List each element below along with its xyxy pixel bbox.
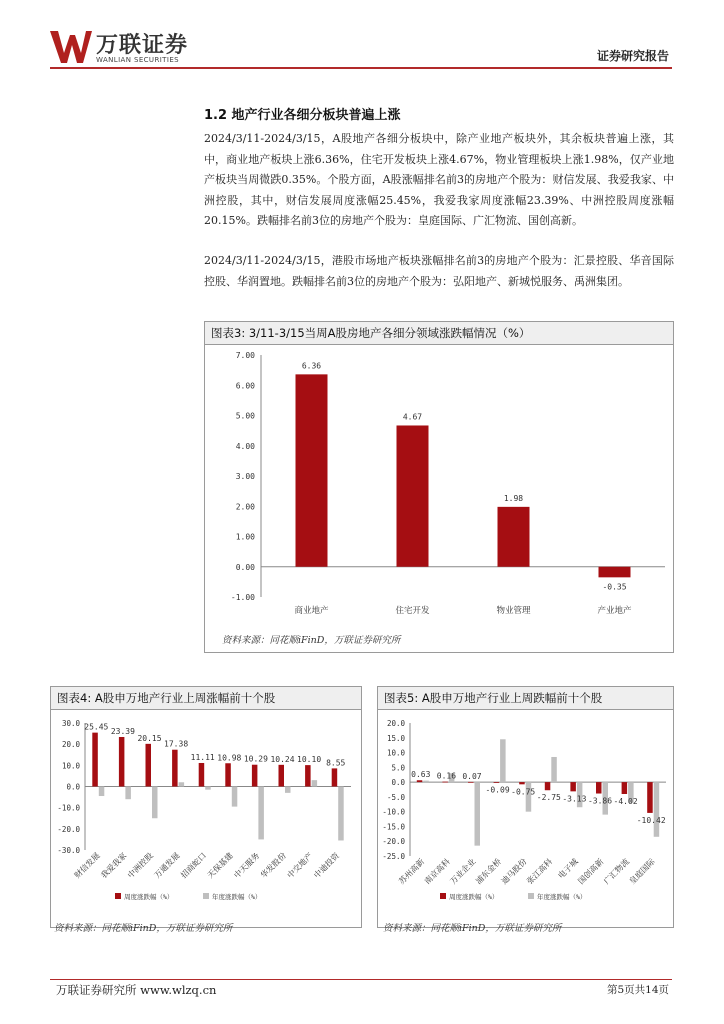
category-label: 南京高科 [422, 857, 452, 887]
report-type: 证券研究报告 [596, 49, 669, 63]
y-tick-label: 10.0 [386, 748, 405, 758]
bar-annual [338, 787, 344, 841]
category-label: 皇庭国际 [627, 857, 657, 887]
y-tick-label: 6.00 [235, 381, 255, 391]
category-label: 苏州高新 [397, 857, 427, 887]
bar-weekly [570, 782, 576, 791]
bar-annual [99, 787, 105, 797]
category-label: 我爱我家 [99, 851, 129, 881]
bar-weekly [596, 782, 602, 793]
data-label: -4.02 [613, 796, 638, 806]
bar-weekly [172, 750, 178, 787]
section-title: 1.2 地产行业各细分板块普遍上涨 [204, 108, 401, 123]
data-label: 8.55 [326, 758, 346, 768]
figure4-chart [51, 710, 361, 925]
category-label: 张江高科 [525, 857, 555, 887]
category-label: 国创高新 [576, 857, 606, 887]
figure3-chart [205, 345, 673, 650]
bar-annual [258, 787, 264, 840]
legend-annual-label: 年度涨跌幅（%） [212, 893, 262, 901]
company-name-cn: 万联证券 [96, 33, 189, 58]
figure4-panel [50, 686, 362, 928]
y-tick-label: 15.0 [386, 733, 405, 743]
bar-annual [232, 787, 238, 807]
legend-annual-swatch [203, 893, 209, 899]
header-divider [50, 67, 672, 69]
category-label: 中洲控股 [125, 851, 155, 881]
data-label: -10.42 [636, 815, 666, 825]
legend-weekly-label: 周度涨跌幅（%） [449, 893, 499, 901]
y-tick-label: -25.0 [382, 852, 405, 861]
bar-annual [551, 757, 557, 782]
category-label: 华发股份 [258, 851, 288, 881]
data-label: 17.38 [164, 739, 189, 749]
category-label: 商业地产 [294, 606, 329, 616]
bar-weekly [225, 763, 231, 786]
bar-weekly [92, 733, 98, 787]
bar-annual [125, 787, 130, 800]
bar-annual [285, 787, 291, 793]
bar [296, 374, 328, 566]
data-label: -2.75 [536, 793, 561, 803]
figure3-source: 资料来源：同花顺iFinD，万联证券研究所 [222, 635, 401, 646]
data-label: 20.15 [137, 733, 162, 743]
bar [397, 425, 429, 566]
data-label: 10.24 [270, 754, 295, 764]
data-label: 10.98 [217, 753, 242, 763]
y-tick-label: -5.0 [386, 792, 405, 802]
bar-weekly [494, 782, 500, 783]
y-tick-label: 5.0 [391, 763, 405, 773]
bar-weekly [622, 782, 628, 794]
bar-weekly [199, 763, 205, 787]
bar-weekly [468, 782, 474, 783]
figure5-panel [377, 686, 674, 928]
category-label: 住宅开发 [395, 606, 430, 616]
y-tick-label: 4.00 [235, 441, 255, 451]
category-label: 电子城 [556, 857, 580, 881]
y-tick-label: 0.0 [66, 782, 80, 792]
data-label: 23.39 [110, 726, 135, 736]
data-label: 4.67 [402, 412, 423, 422]
legend-annual-label: 年度涨跌幅（%） [537, 893, 587, 901]
y-tick-label: 0.0 [391, 778, 405, 788]
y-tick-label: -10.0 [382, 807, 405, 817]
bar-annual [423, 781, 429, 782]
company-logo-icon [50, 31, 92, 63]
bar-weekly [146, 744, 152, 787]
data-label: 0.16 [436, 771, 457, 781]
bar-annual [205, 787, 211, 790]
data-label: 10.29 [243, 754, 268, 764]
y-tick-label: 0.00 [235, 562, 255, 572]
bar-annual [654, 782, 660, 837]
page-number: 第5页共14页 [606, 984, 669, 996]
legend-annual-swatch [528, 893, 534, 899]
paragraph-hk-share: 2024/3/11-2024/3/15，港股市场地产板块涨幅排名前3的房地产个股为：汇景控股、华音国际控股、华润置地。跌幅排名前3位的房地产个股为：弘阳地产、新城悦服务、禹洲集团。 [204, 254, 674, 288]
bar-weekly [545, 782, 551, 790]
data-label: 25.45 [84, 722, 109, 732]
bar-weekly [417, 780, 423, 782]
category-label: 产业地产 [597, 606, 632, 616]
legend-weekly-swatch [440, 893, 446, 899]
y-tick-label: 10.0 [61, 761, 80, 771]
y-tick-label: 20.0 [61, 740, 80, 750]
legend-weekly-label: 周度涨跌幅（%） [124, 893, 174, 901]
bar-weekly [279, 765, 285, 787]
bar [599, 567, 631, 578]
data-label: -3.86 [587, 796, 613, 806]
footer-divider [50, 979, 672, 980]
bar-annual [152, 787, 158, 819]
category-label: 招商蛇口 [179, 851, 209, 881]
bar-weekly [305, 765, 311, 786]
figure3-title: 图表3: 3/11-3/15当周A股房地产各细分领域涨跌幅情况（%） [205, 322, 673, 345]
figure5-title: 图表5: A股申万地产行业上周跌幅前十个股 [378, 687, 673, 710]
figure5-source: 资料来源：同花顺iFinD，万联证券研究所 [383, 923, 562, 934]
category-label: 广汇物流 [602, 857, 632, 887]
y-tick-label: 7.00 [235, 351, 255, 360]
data-label: -0.09 [485, 785, 510, 795]
bar-annual [179, 782, 185, 786]
category-label: 物业管理 [496, 606, 531, 616]
category-label: 万业企业 [448, 857, 478, 887]
bar-weekly [647, 782, 653, 813]
bar-weekly [519, 782, 525, 784]
y-tick-label: 30.0 [61, 719, 80, 728]
y-tick-label: 2.00 [235, 502, 255, 512]
y-tick-label: 3.00 [235, 472, 255, 481]
figure3-panel [204, 321, 674, 653]
paragraph-a-share: 2024/3/11-2024/3/15，A股地产各细分板块中，除产业地产板块外，其余板块普遍上涨，其中，商业地产板块上涨6.36%，住宅开发板块上涨4.67%，物业管理板块上涨1.98%，仅产业地产板块当周微跌0.35%。个股方面，A股涨幅排名前3的房地产个股为：财信发展、我爱我家、中洲控股，其中，财信发展周度涨幅25.45%，我爱我家周度涨幅23.39%、中洲控股周度涨幅20.15%。跌幅排名前3位的房地产个股为：皇庭国际、广汇物流、国创高新。 [204, 132, 674, 228]
legend-weekly-swatch [115, 893, 121, 899]
data-label: -3.13 [562, 794, 587, 804]
category-label: 中天服务 [232, 851, 262, 881]
bar-weekly [252, 765, 258, 787]
category-label: 万通发展 [152, 851, 182, 881]
data-label: 0.07 [462, 771, 482, 781]
bar [498, 507, 530, 567]
company-name-en: WANLIAN SECURITIES [96, 56, 179, 64]
y-tick-label: -20.0 [382, 837, 405, 847]
y-tick-label: 1.00 [235, 532, 255, 542]
bar-weekly [119, 737, 125, 787]
category-label: 天保基建 [205, 851, 235, 881]
y-tick-label: -10.0 [57, 803, 80, 813]
category-label: 财信发展 [72, 851, 102, 881]
data-label: -0.75 [511, 787, 536, 797]
data-label: 6.36 [301, 361, 322, 371]
y-tick-label: -15.0 [382, 822, 405, 832]
data-label: 1.98 [503, 493, 524, 503]
figure5-chart [378, 710, 673, 925]
y-tick-label: -20.0 [57, 824, 80, 834]
y-tick-label: 5.00 [235, 411, 255, 421]
data-label: -0.35 [602, 582, 627, 592]
figure4-title: 图表4: A股申万地产行业上周涨幅前十个股 [51, 687, 361, 710]
bar-weekly [332, 768, 338, 786]
y-tick-label: 20.0 [386, 719, 405, 728]
bar-annual [475, 782, 481, 846]
category-label: 迪马股份 [499, 857, 529, 887]
figure4-source: 资料来源：同花顺iFinD，万联证券研究所 [54, 923, 233, 934]
bar-annual [500, 739, 506, 782]
data-label: 10.10 [297, 755, 322, 765]
category-label: 中迪投资 [312, 851, 342, 881]
bar-annual [312, 780, 318, 786]
data-label: 11.11 [190, 752, 215, 762]
bar-weekly [442, 782, 448, 783]
y-tick-label: -30.0 [57, 846, 80, 855]
footer-institute: 万联证券研究所 www.wlzq.cn [56, 983, 217, 997]
category-label: 浦东金桥 [474, 857, 504, 887]
data-label: 0.63 [411, 770, 431, 780]
category-label: 中交地产 [285, 851, 315, 881]
y-tick-label: -1.00 [230, 593, 255, 602]
